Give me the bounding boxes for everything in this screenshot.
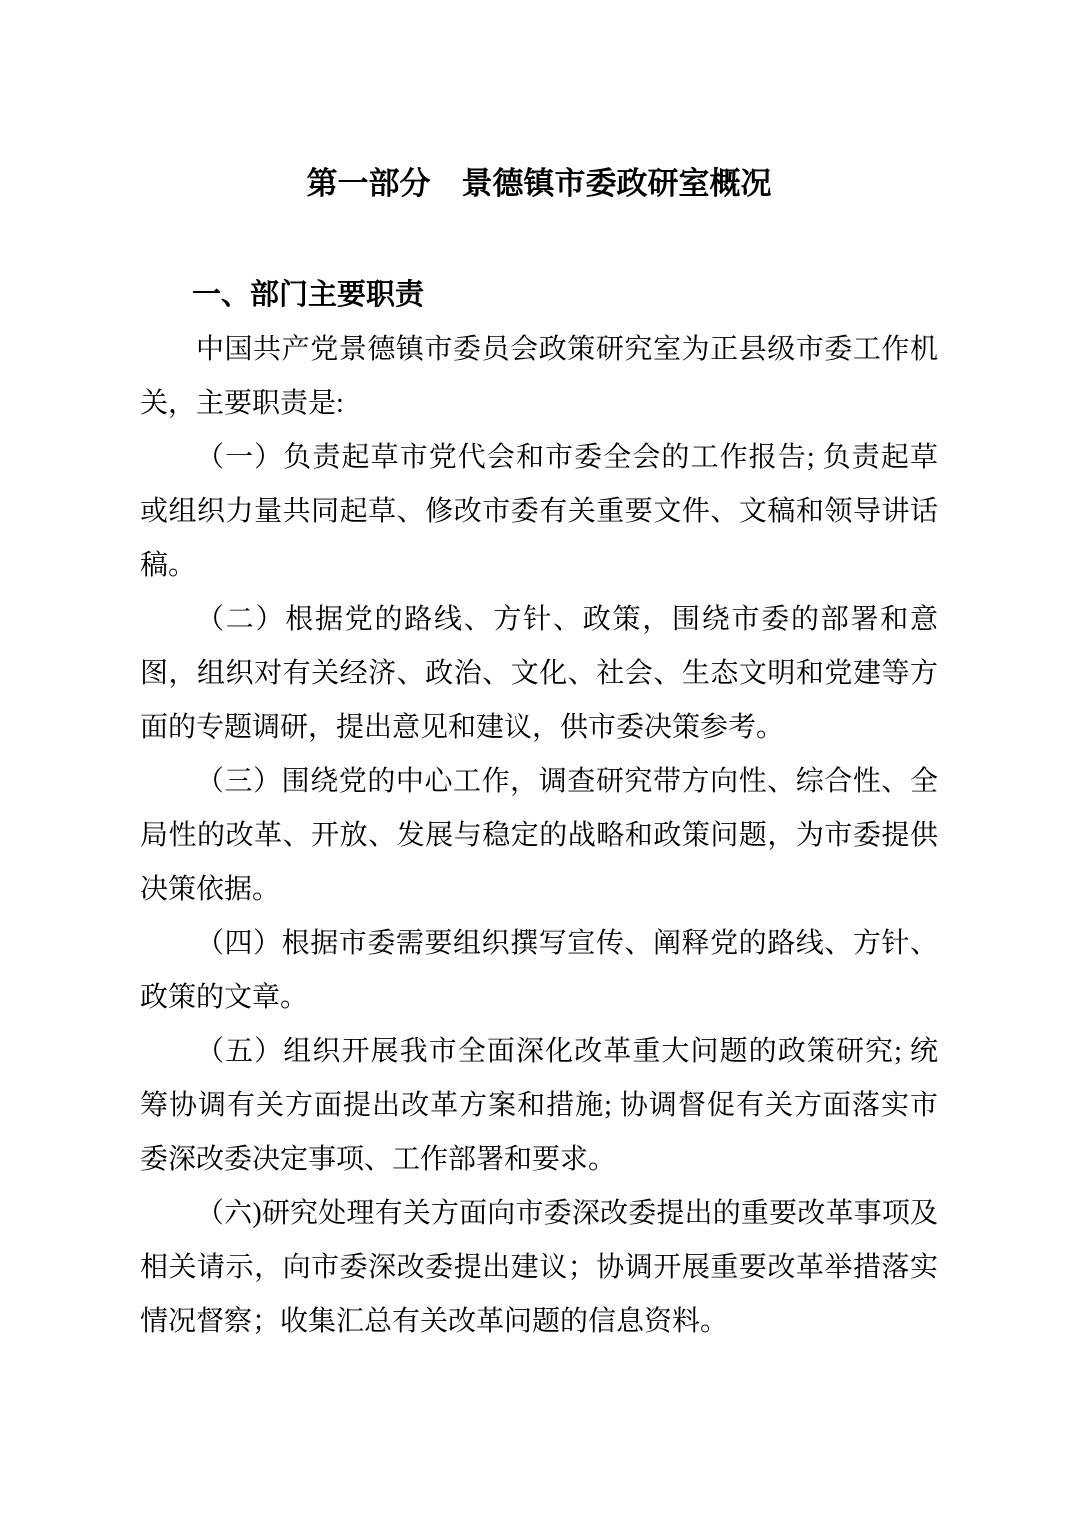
document-body bbox=[140, 323, 938, 1349]
section-heading: 一、部门主要职责 bbox=[192, 279, 425, 311]
body-paragraph-item-2: （二）根据党的路线、方针、政策，围绕市委的部署和意图，组织对有关经济、政治、文化、社会、生态文明和党建等方面的专题调研，提出意见和建议，供市委决策参考。 bbox=[140, 604, 938, 743]
body-paragraph-intro: 中国共产党景德镇市委员会政策研究室为正县级市委工作机关，主要职责是: bbox=[140, 334, 938, 419]
body-paragraph-item-4: （四）根据市委需要组织撰写宣传、阐释党的路线、方针、政策的文章。 bbox=[140, 928, 938, 1013]
document-title: 第一部分 景德镇市委政研室概况 bbox=[306, 166, 772, 201]
body-paragraph-item-1: （一）负责起草市党代会和市委全会的工作报告; 负责起草或组织力量共同起草、修改市委有关重要文件、文稿和领导讲话稿。 bbox=[140, 442, 938, 581]
body-paragraph-item-3: （三）围绕党的中心工作，调查研究带方向性、综合性、全局性的改革、开放、发展与稳定的战略和政策问题，为市委提供决策依据。 bbox=[140, 766, 938, 905]
document-content bbox=[140, 0, 938, 1349]
body-paragraph-item-6: （六)研究处理有关方面向市委深改委提出的重要改革事项及相关请示，向市委深改委提出建议；协调开展重要改革举措落实情况督察；收集汇总有关改革问题的信息资料。 bbox=[140, 1198, 938, 1337]
body-paragraph-item-5: （五）组织开展我市全面深化改革重大问题的政策研究; 统筹协调有关方面提出改革方案和措施; 协调督促有关方面落实市委深改委决定事项、工作部署和要求。 bbox=[140, 1036, 938, 1175]
